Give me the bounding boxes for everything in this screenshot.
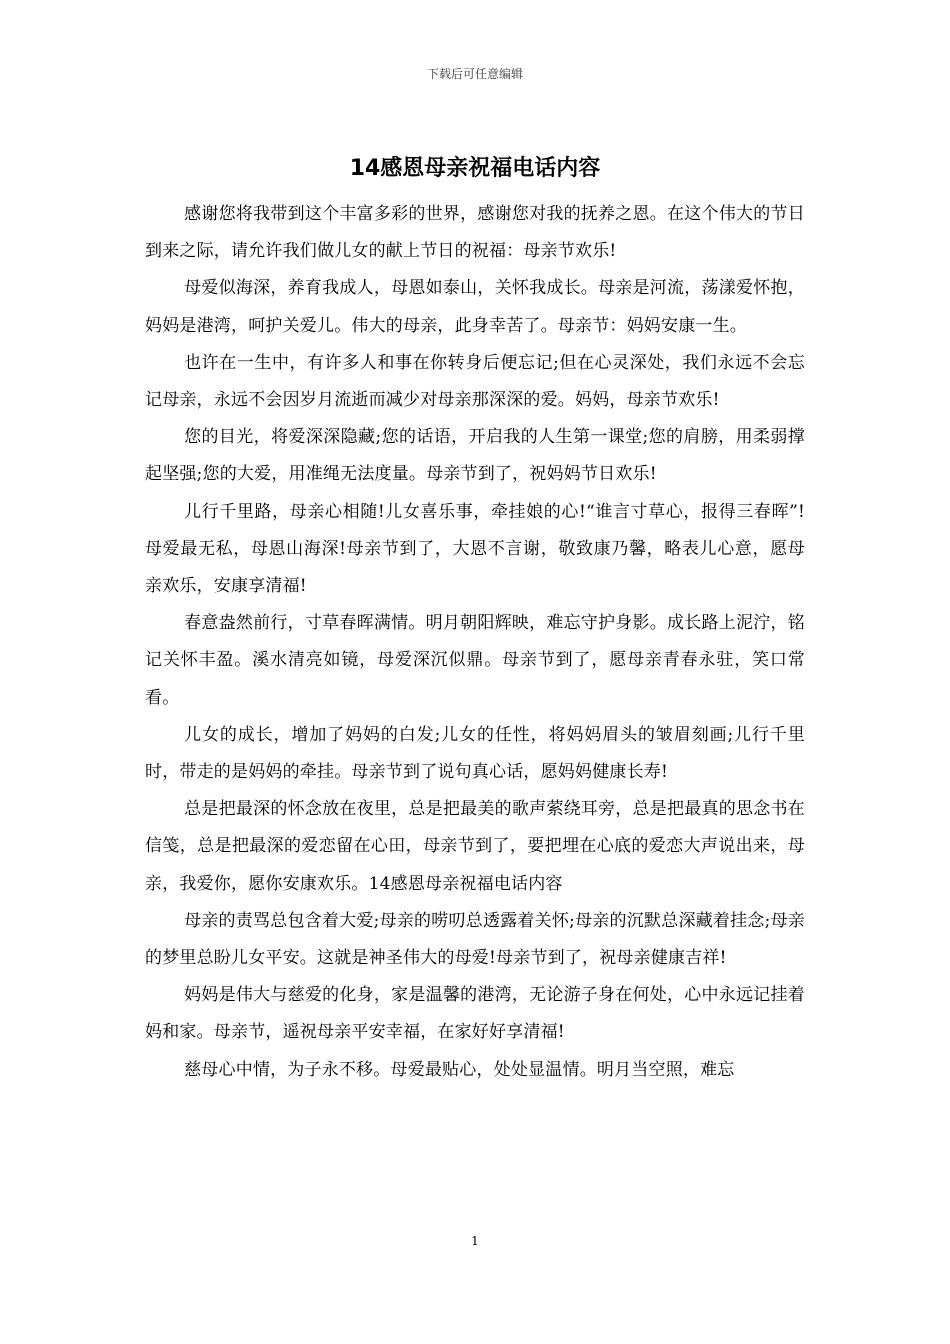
paragraph: 也许在一生中，有许多人和事在你转身后便忘记;但在心灵深处，我们永远不会忘记母亲，永远不会因岁月流逝而减少对母亲那深深的爱。妈妈，母亲节欢乐! [145, 352, 805, 411]
document-body [145, 196, 805, 1089]
paragraph: 儿行千里路，母亲心相随!儿女喜乐事，牵挂娘的心!“谁言寸草心，报得三春晖”!母爱最无私，母恩山海深!母亲节到了，大恩不言谢，敬致康乃馨，略表儿心意，愿母亲欢乐，安康享清福! [145, 501, 805, 597]
paragraph: 您的目光，将爱深深隐藏;您的话语，开启我的人生第一课堂;您的肩膀，用柔弱撑起坚强;您的大爱，用准绳无法度量。母亲节到了，祝妈妈节日欢乐! [145, 427, 805, 485]
paragraph: 妈妈是伟大与慈爱的化身，家是温馨的港湾，无论游子身在何处，心中永远记挂着妈和家。母亲节，遥祝母亲平安幸福，在家好好享清福! [145, 985, 805, 1043]
paragraph: 儿女的成长，增加了妈妈的白发;儿女的任性，将妈妈眉头的皱眉刻画;儿行千里时，带走的是妈妈的牵挂。母亲节到了说句真心话，愿妈妈健康长寿! [145, 724, 805, 783]
paragraph: 感谢您将我带到这个丰富多彩的世界，感谢您对我的抚养之恩。在这个伟大的节日到来之际，请允许我们做儿女的献上节日的祝福：母亲节欢乐! [145, 204, 805, 262]
paragraph: 春意盎然前行，寸草春晖满情。明月朝阳辉映，难忘守护身影。成长路上泥泞，铭记关怀丰盈。溪水清亮如镜，母爱深沉似鼎。母亲节到了，愿母亲青春永驻，笑口常看。 [145, 613, 805, 708]
document-title: 14感恩母亲祝福电话内容 [349, 156, 601, 181]
paragraph: 母亲的责骂总包含着大爱;母亲的唠叨总透露着关怀;母亲的沉默总深藏着挂念;母亲的梦里总盼儿女平安。这就是神圣伟大的母爱!母亲节到了，祝母亲健康吉祥! [145, 910, 805, 969]
paragraph: 母爱似海深，养育我成人，母恩如泰山，关怀我成长。母亲是河流，荡漾爱怀抱，妈妈是港湾，呵护关爱儿。伟大的母亲，此身幸苦了。母亲节：妈妈安康一生。 [145, 278, 805, 336]
page-number: 1 [471, 1234, 479, 1248]
paragraph: 总是把最深的怀念放在夜里，总是把最美的歌声萦绕耳旁，总是把最真的思念书在信笺，总是把最深的爱恋留在心田，母亲节到了，要把埋在心底的爱恋大声说出来，母亲，我爱你，愿你安康欢乐。14感恩母亲祝福电话内容 [145, 799, 805, 894]
paragraph: 慈母心中情，为子永不移。母爱最贴心，处处显温情。明月当空照，难忘 [184, 1059, 735, 1080]
page-header-note: 下载后可任意编辑 [426, 67, 523, 81]
